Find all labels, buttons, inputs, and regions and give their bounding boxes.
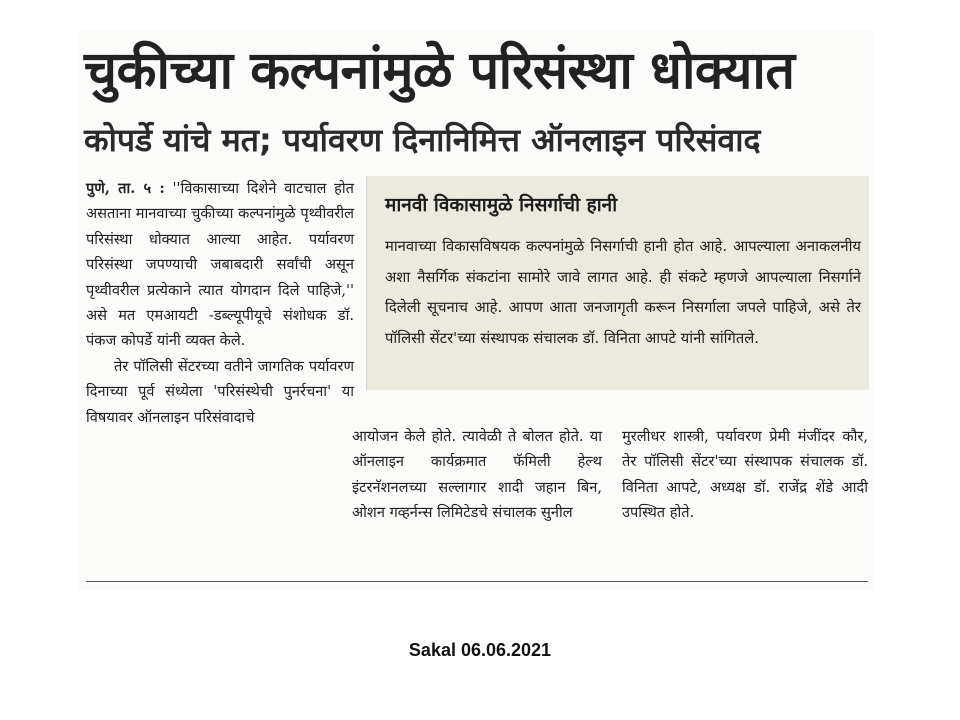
paragraph-1 bbox=[86, 176, 354, 354]
sidebar-box-title: मानवी विकासामुळे निसर्गाची हानी bbox=[385, 194, 618, 216]
paragraph-1-text: ''विकासाच्या दिशेने वाटचाल होत असताना मानवाच्या चुकीच्या कल्पनांमुळे पृथ्वीवरील परिसंस्था धोक्यात आल्या आहेत. पर्यावरण परिसंस्था जपण्याची जबाबदारी सर्वांची असून पृथ्वीवरील प्रत्येकाने त्यात योगदान दिले पाहिजे,'' असे मत एमआयटी -डब्ल्यूपीयूचे संशोधक डॉ. पंकज कोपर्डे यांनी व्यक्त केले. bbox=[86, 180, 354, 350]
article-column-1 bbox=[86, 176, 354, 430]
article-subheadline: कोपर्डे यांचे मत; पर्यावरण दिनानिमित्त ऑनलाइन परिसंवाद bbox=[84, 121, 761, 159]
article-column-2: आयोजन केले होते. त्यावेळी ते बोलत होते. या ऑनलाइन कार्यक्रमात फॅमिली हेल्थ इंटरनॅशनलच्या सल्लागार शादी जहान बिन, ओशन गव्हर्नन्स लिमिटेडचे संचालक सुनील bbox=[352, 428, 602, 522]
dateline: पुणे, ता. ५ : bbox=[86, 180, 165, 197]
bottom-rule bbox=[86, 581, 868, 582]
paragraph-2: तेर पॉलिसी सेंटरच्या वतीने जागतिक पर्यावरण दिनाच्या पूर्व संध्येला 'परिसंस्थेची पुनर्रचना' या विषयावर ऑनलाइन परिसंवादाचे bbox=[86, 357, 354, 426]
source-caption: Sakal 06.06.2021 bbox=[408, 640, 552, 660]
sidebar-box bbox=[366, 176, 869, 390]
article-column-3: मुरलीधर शास्त्री, पर्यावरण प्रेमी मंजींदर कौर, तेर पॉलिसी सेंटर'च्या संस्थापक संचालक डॉ. विनिता आपटे, अध्यक्ष डॉ. राजेंद्र शेंडे आदी उपस्थित होते. bbox=[622, 428, 868, 522]
article-headline: चुकीच्या कल्पनांमुळे परिसंस्था धोक्यात bbox=[84, 41, 795, 101]
sidebar-box-body: मानवाच्या विकासविषयक कल्पनांमुळे निसर्गाची हानी होत आहे. आपल्याला अनाकलनीय अशा नैसर्गिक संकटांना सामोरे जावे लागत आहे. ही संकटे म्हणजे आपल्याला निसर्गाने दिलेली सूचनाच आहे. आपण आता जनजागृती करून निसर्गाला जपले पाहिजे, असे तेर पॉलिसी सेंटर'च्या संस्थापक संचालक डॉ. विनिता आपटे यांनी सांगितले. bbox=[385, 238, 861, 347]
